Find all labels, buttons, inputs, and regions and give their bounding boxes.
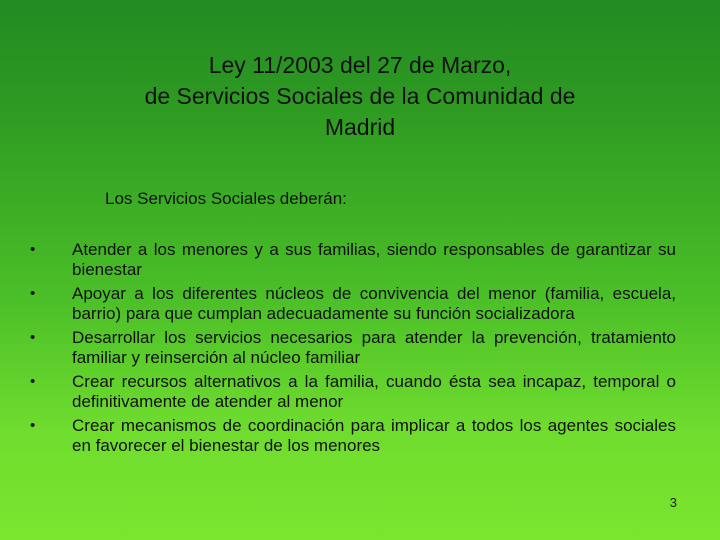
bullet-text: Desarrollar los servicios necesarios para atender la prevención, tratamiento familiar y reinserción al núcleo familiar [72,328,676,367]
bullet-item [30,284,676,324]
title-line: de Servicios Sociales de la Comunidad de [144,83,576,109]
bullet-text: Crear mecanismos de coordinación para implicar a todos los agentes sociales en favorecer el bienestar de los menores [72,416,676,455]
bullet-text: Apoyar a los diferentes núcleos de convivencia del menor (familia, escuela, barrio) para que cumplan adecuadamente su función socializadora [72,284,676,323]
bullet-icon: • [30,285,36,302]
bullet-list [30,240,676,460]
bullet-item [30,372,676,412]
bullet-text: Crear recursos alternativos a la familia, cuando ésta sea incapaz, temporal o definitivamente de atender al menor [72,372,676,411]
page-number: 3 [669,495,677,510]
bullet-item [30,328,676,368]
slide-title [60,50,660,143]
bullet-icon: • [30,417,36,434]
bullet-icon: • [30,329,36,346]
title-line: Ley 11/2003 del 27 de Marzo, [208,52,512,78]
title-line: Madrid [324,114,396,140]
bullet-item [30,416,676,456]
bullet-icon: • [30,373,36,390]
bullet-item [30,240,676,280]
bullet-icon: • [30,241,36,258]
intro-text: Los Servicios Sociales deberán: [105,189,347,208]
bullet-text: Atender a los menores y a sus familias, siendo responsables de garantizar su bienestar [72,240,676,279]
